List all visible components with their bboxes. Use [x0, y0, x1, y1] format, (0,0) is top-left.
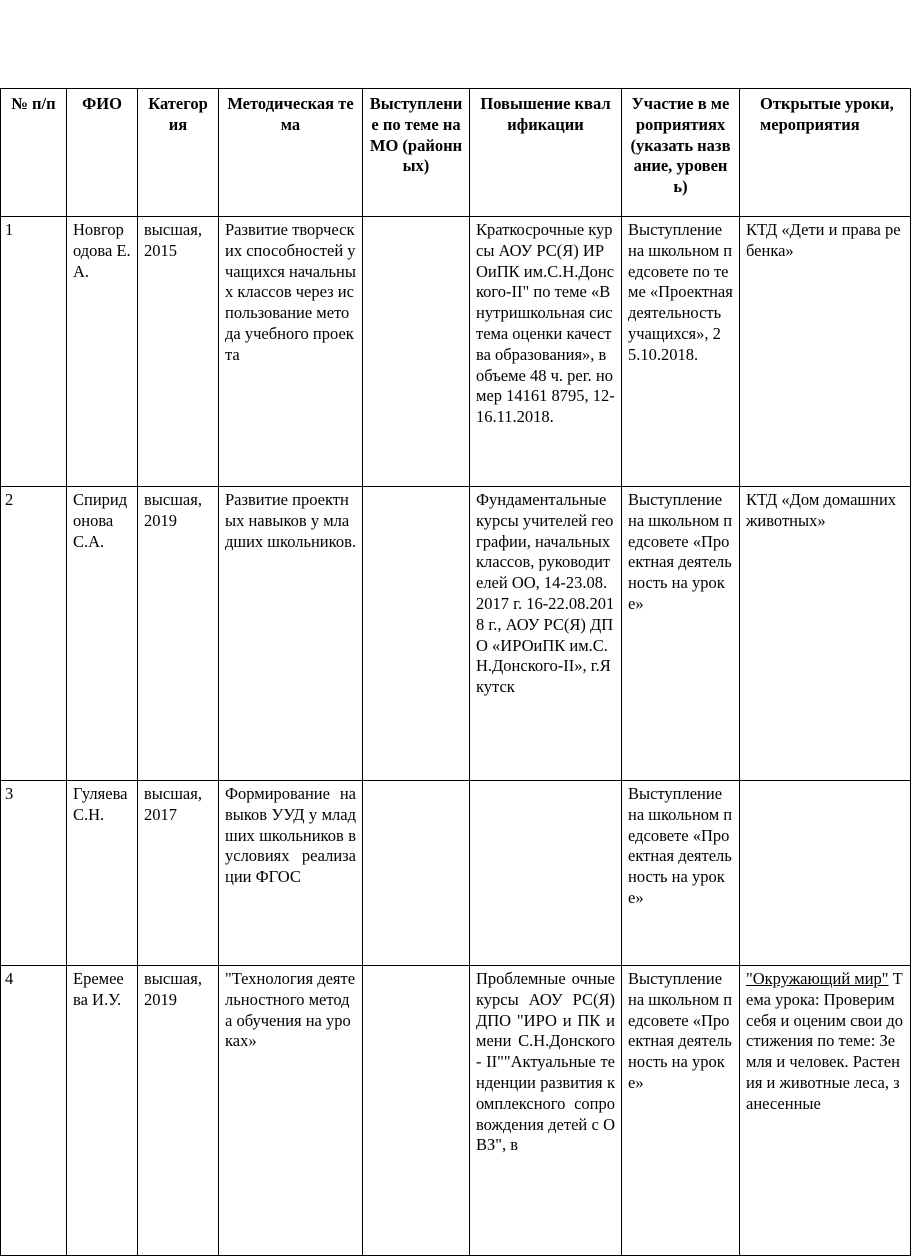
row-speech: [363, 781, 470, 966]
row-events: Выступление на школьном педсовете по теме «Проектная деятельность учащихся», 25.10.2018.: [622, 217, 740, 487]
teachers-table: [0, 88, 911, 1256]
open-lesson-subject: "Окружающий мир": [746, 969, 889, 988]
header-row: [1, 89, 911, 217]
row-open: [740, 781, 911, 966]
header-speech: Выступление по теме на МО (районных): [363, 89, 470, 217]
row-open: КТД «Дети и права ребенка»: [740, 217, 911, 487]
row-category: высшая, 2019: [138, 487, 219, 781]
row-method-theme: Развитие проектных навыков у младших школьников.: [219, 487, 363, 781]
header-fio: ФИО: [67, 89, 138, 217]
header-num: № п/п: [1, 89, 67, 217]
header-qualification: Повышение квалификации: [470, 89, 622, 217]
header-category: Категория: [138, 89, 219, 217]
row-open: КТД «Дом домашних животных»: [740, 487, 911, 781]
row-qualification: Проблемные очные курсы АОУ РС(Я) ДПО "ИРО и ПК имени С.Н.Донского - II""Актуальные тенденции развития комплексного сопровождения детей с ОВЗ", в: [470, 966, 622, 1256]
table-row: [1, 217, 911, 487]
row-events: Выступление на школьном педсовете «Проектная деятельность на уроке»: [622, 781, 740, 966]
row-category: высшая, 2017: [138, 781, 219, 966]
row-speech: [363, 217, 470, 487]
row-num: 1: [1, 217, 67, 487]
row-num: 4: [1, 966, 67, 1256]
row-events: Выступление на школьном педсовете «Проектная деятельность на уроке»: [622, 487, 740, 781]
row-method-theme: "Технология деятельностного метода обучения на уроках»: [219, 966, 363, 1256]
row-num: 2: [1, 487, 67, 781]
table-row: [1, 487, 911, 781]
row-num: 3: [1, 781, 67, 966]
table-row: [1, 966, 911, 1256]
row-speech: [363, 487, 470, 781]
row-method-theme: Формирование навыков УУД у младших школьников в условиях реализации ФГОС: [219, 781, 363, 966]
row-qualification: [470, 781, 622, 966]
row-method-theme: Развитие творческих способностей учащихся начальных классов через использование метода учебного проекта: [219, 217, 363, 487]
row-fio: Еремеева И.У.: [67, 966, 138, 1256]
header-events: Участие в мероприятиях (указать название, уровень): [622, 89, 740, 217]
row-events: Выступление на школьном педсовете «Проектная деятельность на уроке»: [622, 966, 740, 1256]
row-speech: [363, 966, 470, 1256]
row-open: [740, 966, 911, 1256]
open-lesson-text: Тема урока: Проверим себя и оценим свои достижения по теме: Земля и человек. Растения и животные леса, занесенные: [746, 969, 903, 1113]
row-fio: Новгородова Е.А.: [67, 217, 138, 487]
header-method-theme: Методическая тема: [219, 89, 363, 217]
row-category: высшая, 2015: [138, 217, 219, 487]
row-fio: Гуляева С.Н.: [67, 781, 138, 966]
row-qualification: Фундаментальные курсы учителей географии, начальных классов, руководителей ОО, 14-23.08.2017 г. 16-22.08.2018 г., АОУ РС(Я) ДПО «ИРОиПК им.С.Н.Донского-II», г.Якутск: [470, 487, 622, 781]
row-fio: Спиридонова С.А.: [67, 487, 138, 781]
header-open: Открытые уроки, мероприятия: [740, 89, 911, 217]
row-qualification: Краткосрочные курсы АОУ РС(Я) ИРОиПК им.С.Н.Донского-II" по теме «Внутришкольная система оценки качества образования», в объеме 48 ч. рег. номер 14161 8795, 12-16.11.2018.: [470, 217, 622, 487]
table-row: [1, 781, 911, 966]
row-category: высшая, 2019: [138, 966, 219, 1256]
